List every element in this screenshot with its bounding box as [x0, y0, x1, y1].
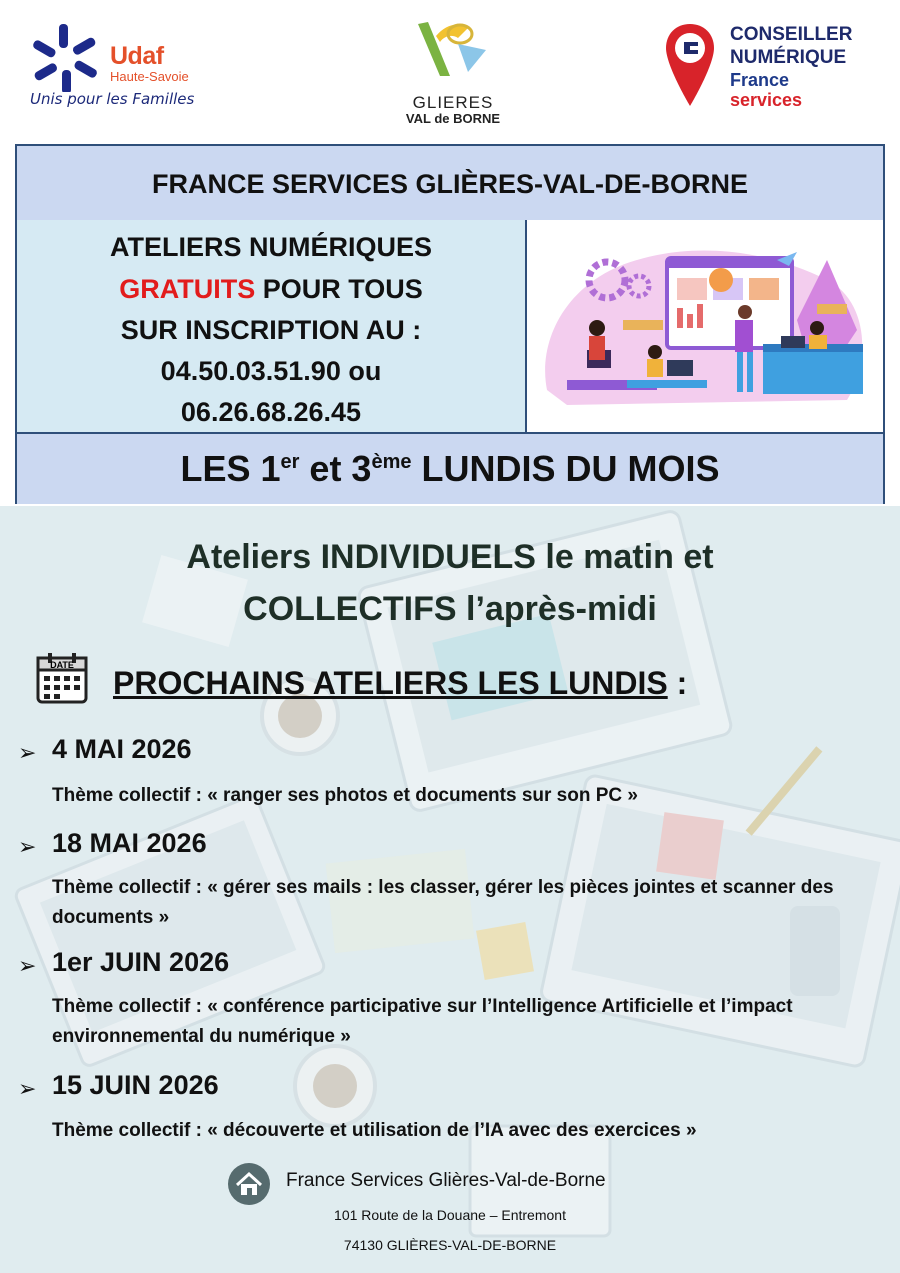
next-title-colon: : — [667, 665, 688, 701]
cn-line3: France — [730, 70, 790, 90]
session-theme: Thème collectif : « gérer ses mails : les classer, gérer les pièces jointes et scanner des documents » — [52, 877, 834, 928]
session-date: 18 MAI 2026 — [52, 828, 207, 858]
info-line-1: ATELIERS NUMÉRIQUES — [109, 232, 433, 262]
days-mid: et 3 — [299, 448, 372, 489]
header-box — [15, 144, 885, 504]
address-name: France Services Glières-Val-de-Borne — [286, 1170, 606, 1191]
udaf-emblem-icon — [28, 22, 102, 92]
arrow-icon: ➢ — [18, 740, 37, 765]
arrow-icon: ➢ — [18, 834, 37, 859]
session-date: 4 MAI 2026 — [52, 734, 192, 764]
map-pin-icon — [664, 22, 716, 108]
session-theme: Thème collectif : « conférence participative sur l’Intelligence Artificielle et l’impact environnemental du numérique » — [52, 996, 793, 1047]
calendar-label: DATE — [50, 660, 74, 670]
info-line-2-rest: POUR TOUS — [255, 274, 423, 304]
arrow-icon: ➢ — [18, 953, 37, 978]
info-cell — [17, 220, 527, 432]
session-theme: Thème collectif : « découverte et utilisation de l’IA avec des exercices » — [52, 1120, 697, 1141]
udaf-tagline: Unis pour les Familles — [30, 90, 195, 108]
udaf-region: Haute-Savoie — [110, 69, 189, 84]
phone-line-1: 04.50.03.51.90 ou — [160, 356, 382, 386]
conseiller-numerique-logo — [664, 22, 884, 112]
session-theme: Thème collectif : « ranger ses photos et documents sur son PC » — [52, 785, 638, 806]
workshops-line-1: Ateliers INDIVIDUELS le matin et — [186, 538, 714, 576]
next-workshops-title — [113, 665, 687, 702]
days-sup-2: ème — [371, 451, 412, 473]
days-sup-1: er — [280, 451, 300, 473]
cn-line1: CONSEILLER — [730, 24, 853, 45]
udaf-logo — [28, 22, 198, 117]
phone-line-2: 06.26.68.26.45 — [180, 397, 362, 427]
arrow-icon: ➢ — [18, 1076, 37, 1101]
workshops-line-2: COLLECTIFS l’après-midi — [243, 590, 657, 628]
page-title: FRANCE SERVICES GLIÈRES-VAL-DE-BORNE — [151, 169, 749, 199]
days-post: LUNDIS DU MOIS — [411, 448, 720, 489]
glieres-logo — [398, 14, 508, 129]
session-date: 15 JUIN 2026 — [52, 1070, 219, 1100]
glieres-emblem-icon — [398, 14, 508, 94]
free-highlight: GRATUITS — [119, 274, 256, 304]
info-line-3: SUR INSCRIPTION AU : — [120, 315, 422, 345]
team-computer-illustration — [527, 220, 883, 432]
home-icon — [228, 1163, 270, 1205]
days-pre: LES 1 — [180, 448, 281, 489]
info-line-2 — [17, 274, 525, 305]
cn-line2: NUMÉRIQUE — [730, 47, 847, 68]
calendar-icon — [34, 650, 90, 706]
udaf-name: Udaf — [110, 42, 164, 70]
session-date: 1er JUIN 2026 — [52, 947, 230, 977]
title-band — [17, 146, 883, 222]
days-band — [17, 432, 883, 504]
address-city: 74130 GLIÈRES-VAL-DE-BORNE — [343, 1237, 557, 1253]
address-street: 101 Route de la Douane – Entremont — [334, 1207, 566, 1223]
illustration-cell — [527, 220, 883, 432]
cn-line4: services — [730, 90, 803, 110]
glieres-line1: GLIERES — [412, 93, 494, 112]
glieres-line2: VAL de BORNE — [405, 111, 501, 126]
next-title-text: PROCHAINS ATELIERS LES LUNDIS — [113, 665, 668, 701]
days-text — [17, 448, 883, 490]
